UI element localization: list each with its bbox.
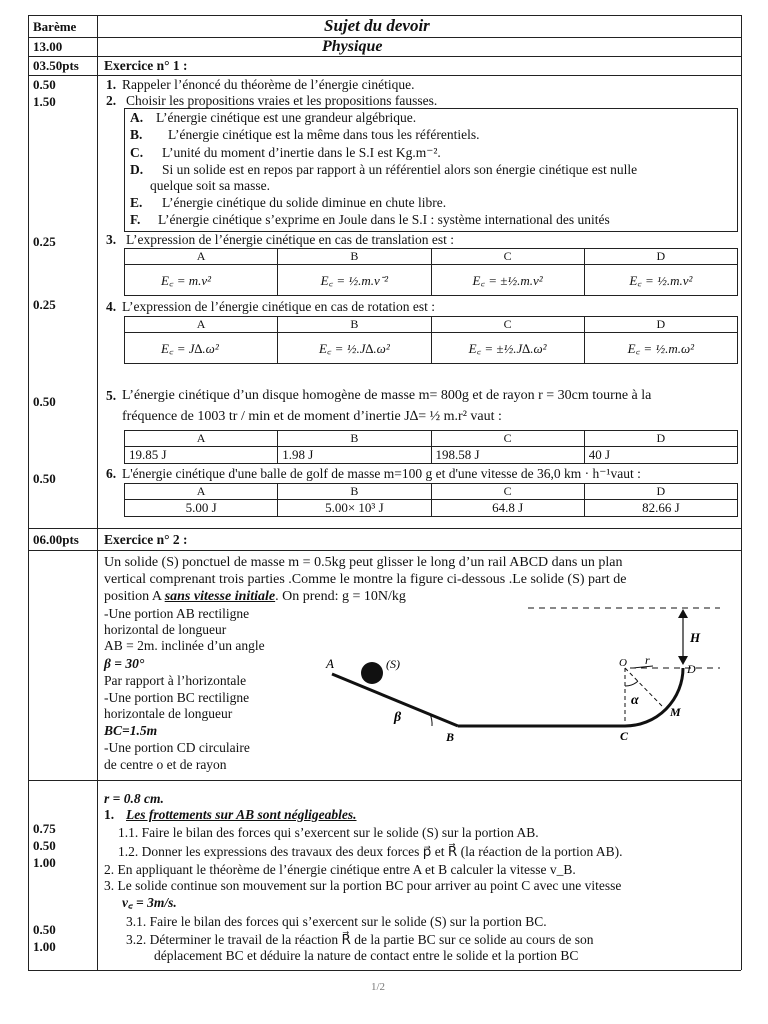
option-label: A: [125, 249, 278, 265]
q6-points: 0.50: [33, 471, 56, 486]
prop-text: L’énergie cinétique s’exprime en Joule dans le S.I : système international des unités: [158, 212, 610, 227]
option-expr[interactable]: E꜀ = ½.J∆.ω²: [278, 333, 431, 364]
option-value[interactable]: 19.85 J: [125, 447, 278, 464]
prop-text: Si un solide est en repos par rapport à un référentiel alors son énergie cinétique est nulle: [162, 162, 638, 177]
p1-num: 1.: [104, 807, 115, 822]
q6-num: 6.: [106, 466, 117, 481]
frame-line: [28, 550, 741, 551]
desc-line: -Une portion BC rectiligne: [104, 690, 250, 705]
desc-line: -Une portion CD circulaire: [104, 740, 250, 755]
prop-text: L’énergie cinétique du solide diminue en chute libre.: [162, 195, 447, 210]
prop-letter: F.: [130, 212, 141, 227]
option-expr[interactable]: E꜀ = J∆.ω²: [125, 333, 278, 364]
p2-points: 1.00: [33, 855, 56, 870]
prop-text: L’énergie cinétique est la même dans tous les référentiels.: [168, 127, 480, 142]
p31-points: 0.50: [33, 922, 56, 937]
option-label: D: [584, 431, 737, 447]
label-alpha: α: [631, 693, 639, 708]
prop-letter: B.: [130, 127, 143, 142]
label-o: O: [619, 657, 627, 669]
total-points: 13.00: [33, 39, 63, 54]
q1-points: 0.50: [33, 77, 56, 92]
intro-start: position A: [104, 589, 165, 604]
prop-text: L’énergie cinétique est une grandeur algébrique.: [156, 110, 417, 125]
label-beta: β: [394, 710, 402, 725]
label-r: r: [645, 653, 650, 667]
option-label: B: [278, 431, 431, 447]
p3-line1: 3. Le solide continue son mouvement sur la portion BC pour arriver au point C avec une vitesse: [104, 878, 622, 893]
discipline: Physique: [322, 38, 383, 55]
p12-text: 1.2. Donner les expressions des travaux des deux forces p⃗ et R⃗ (la réaction de la portion AB).: [118, 844, 623, 859]
option-expr[interactable]: E꜀ = ±½.J∆.ω²: [431, 333, 584, 364]
q4-num: 4.: [106, 299, 117, 314]
q4-points: 0.25: [33, 297, 56, 312]
option-expr[interactable]: E꜀ = m.v²: [125, 265, 278, 296]
desc-line: de centre o et de rayon: [104, 757, 227, 772]
p31-text: 3.1. Faire le bilan des forces qui s’exercent sur le solide (S) sur la portion BC.: [126, 914, 547, 929]
label-b: B: [446, 730, 455, 744]
option-label: A: [125, 431, 278, 447]
option-label: D: [584, 317, 737, 333]
desc-line: horizontal de longueur: [104, 622, 227, 637]
option-value[interactable]: 64.8 J: [431, 500, 584, 517]
option-expr[interactable]: E꜀ = ½.m.ω²: [584, 333, 737, 364]
ex2-title: Exercice n° 2 :: [104, 532, 188, 547]
ex2-intro-line1: Un solide (S) ponctuel de masse m = 0.5kg peut glisser le long d’un rail ABCD dans un plan: [104, 555, 623, 570]
frame-divider: [97, 15, 98, 970]
q2-num: 2.: [106, 93, 117, 108]
p11-points: 0.75: [33, 821, 56, 836]
p11-text: 1.1. Faire le bilan des forces qui s’exercent sur le solide (S) sur la portion AB.: [118, 825, 539, 840]
option-label: B: [278, 249, 431, 265]
subject-title: Sujet du devoir: [324, 16, 430, 35]
frame-line: [28, 75, 741, 76]
option-label: C: [431, 431, 584, 447]
label-s: (S): [386, 657, 400, 671]
q3-options-table: [124, 248, 738, 296]
p12-points: 0.50: [33, 838, 56, 853]
q3-points: 0.25: [33, 234, 56, 249]
q2-text: Choisir les propositions vraies et les propositions fausses.: [126, 93, 438, 108]
p32-points: 1.00: [33, 939, 56, 954]
label-m: M: [670, 705, 681, 719]
option-label: A: [125, 317, 278, 333]
q4-text: L’expression de l’énergie cinétique en cas de rotation est :: [122, 299, 436, 314]
q5-num: 5.: [106, 388, 117, 403]
option-value[interactable]: 82.66 J: [584, 500, 737, 517]
ex2-intro-line2: vertical comprenant trois parties .Comme le montre la figure ci-dessous .Le solide (S) part de: [104, 572, 627, 587]
desc-line: β = 30°: [104, 656, 145, 671]
frame-left: [28, 15, 29, 970]
bareme-label: Barème: [33, 19, 77, 34]
q5-line1: L’énergie cinétique d’un disque homogène de masse m= 800g et de rayon r = 30cm tourne à la: [122, 388, 652, 403]
p1-text: Les frottements sur AB sont négligeables.: [126, 807, 357, 822]
frame-line: [28, 780, 741, 781]
page-number: 1/2: [371, 981, 386, 993]
p3-line2: v꜀ = 3m/s.: [122, 895, 177, 910]
frame-bottom: [28, 970, 741, 971]
q3-text: L’expression de l’énergie cinétique en cas de translation est :: [126, 232, 455, 247]
option-label: C: [431, 484, 584, 500]
label-d: D: [687, 662, 696, 676]
q5-options-table: [124, 430, 738, 464]
option-expr[interactable]: E꜀ = ½.m.v⁻²: [278, 265, 431, 296]
option-label: B: [278, 317, 431, 333]
solid-s-ball: [361, 662, 383, 684]
prop-letter: D.: [130, 162, 144, 177]
ex2-points: 06.00pts: [33, 532, 79, 547]
p2-text: 2. En appliquant le théorème de l’énergie cinétique entre A et B calculer la vitesse v_B.: [104, 862, 576, 877]
q1-text: Rappeler l’énoncé du théorème de l’énergie cinétique.: [122, 77, 415, 92]
rail-figure: [320, 602, 740, 752]
option-label: C: [431, 317, 584, 333]
q5-line2: fréquence de 1003 tr / min et de moment d’inertie J∆= ½ m.r² vaut :: [122, 409, 502, 424]
frame-line: [28, 37, 741, 38]
option-expr[interactable]: E꜀ = ±½.m.v²: [431, 265, 584, 296]
option-value[interactable]: 5.00 J: [125, 500, 278, 517]
label-h: H: [690, 630, 701, 645]
desc-line: -Une portion AB rectiligne: [104, 606, 250, 621]
q1-num: 1.: [106, 77, 117, 92]
ex1-title: Exercice n° 1 :: [104, 58, 188, 73]
q4-options-table: [124, 316, 738, 364]
h-arrow-head-up: [678, 609, 688, 618]
intro-initial-speed: sans vitesse initiale: [164, 589, 276, 604]
desc-line: horizontale de longueur: [104, 706, 233, 721]
frame-line: [28, 56, 741, 57]
q5-points: 0.50: [33, 394, 56, 409]
desc-line: AB = 2m. inclinée d’un angle: [104, 638, 265, 653]
p32-line2: déplacement BC et déduire la nature de contact entre le solide et la portion BC: [154, 948, 579, 963]
option-label: A: [125, 484, 278, 500]
label-a: A: [326, 656, 334, 671]
option-label: D: [584, 249, 737, 265]
prop-letter: E.: [130, 195, 143, 210]
prop-letter: A.: [130, 110, 144, 125]
prop-text: quelque soit sa masse.: [150, 178, 270, 193]
label-c: C: [620, 729, 629, 743]
q3-num: 3.: [106, 232, 117, 247]
q2-points: 1.50: [33, 94, 56, 109]
frame-right: [741, 15, 742, 970]
p32-line1: 3.2. Déterminer le travail de la réaction R⃗ de la partie BC sur ce solide au cours de son: [126, 932, 594, 947]
option-value[interactable]: 198.58 J: [431, 447, 584, 464]
option-label: B: [278, 484, 431, 500]
desc-line: Par rapport à l’horizontale: [104, 673, 247, 688]
alpha-angle-arc: [625, 681, 638, 686]
ex1-points: 03.50pts: [33, 58, 79, 73]
option-label: C: [431, 249, 584, 265]
prop-letter: C.: [130, 145, 144, 160]
frame-line: [28, 528, 741, 529]
option-label: D: [584, 484, 737, 500]
q6-options-table: [124, 483, 738, 517]
radius-value: r = 0.8 cm.: [104, 791, 164, 806]
q6-text: L'énergie cinétique d'une balle de golf de masse m=100 g et d'une vitesse de 36,0 km · h⁻¹vaut :: [122, 466, 641, 481]
prop-text: L’unité du moment d’inertie dans le S.I est Kg.m⁻².: [162, 145, 441, 160]
option-value[interactable]: 1.98 J: [278, 447, 431, 464]
option-value[interactable]: 40 J: [584, 447, 737, 464]
option-expr[interactable]: E꜀ = ½.m.v²: [584, 265, 737, 296]
intro-gravity: . On prend: g = 10N/kg: [275, 589, 406, 604]
option-value[interactable]: 5.00× 10³ J: [278, 500, 431, 517]
desc-line: BC=1.5m: [104, 723, 158, 738]
